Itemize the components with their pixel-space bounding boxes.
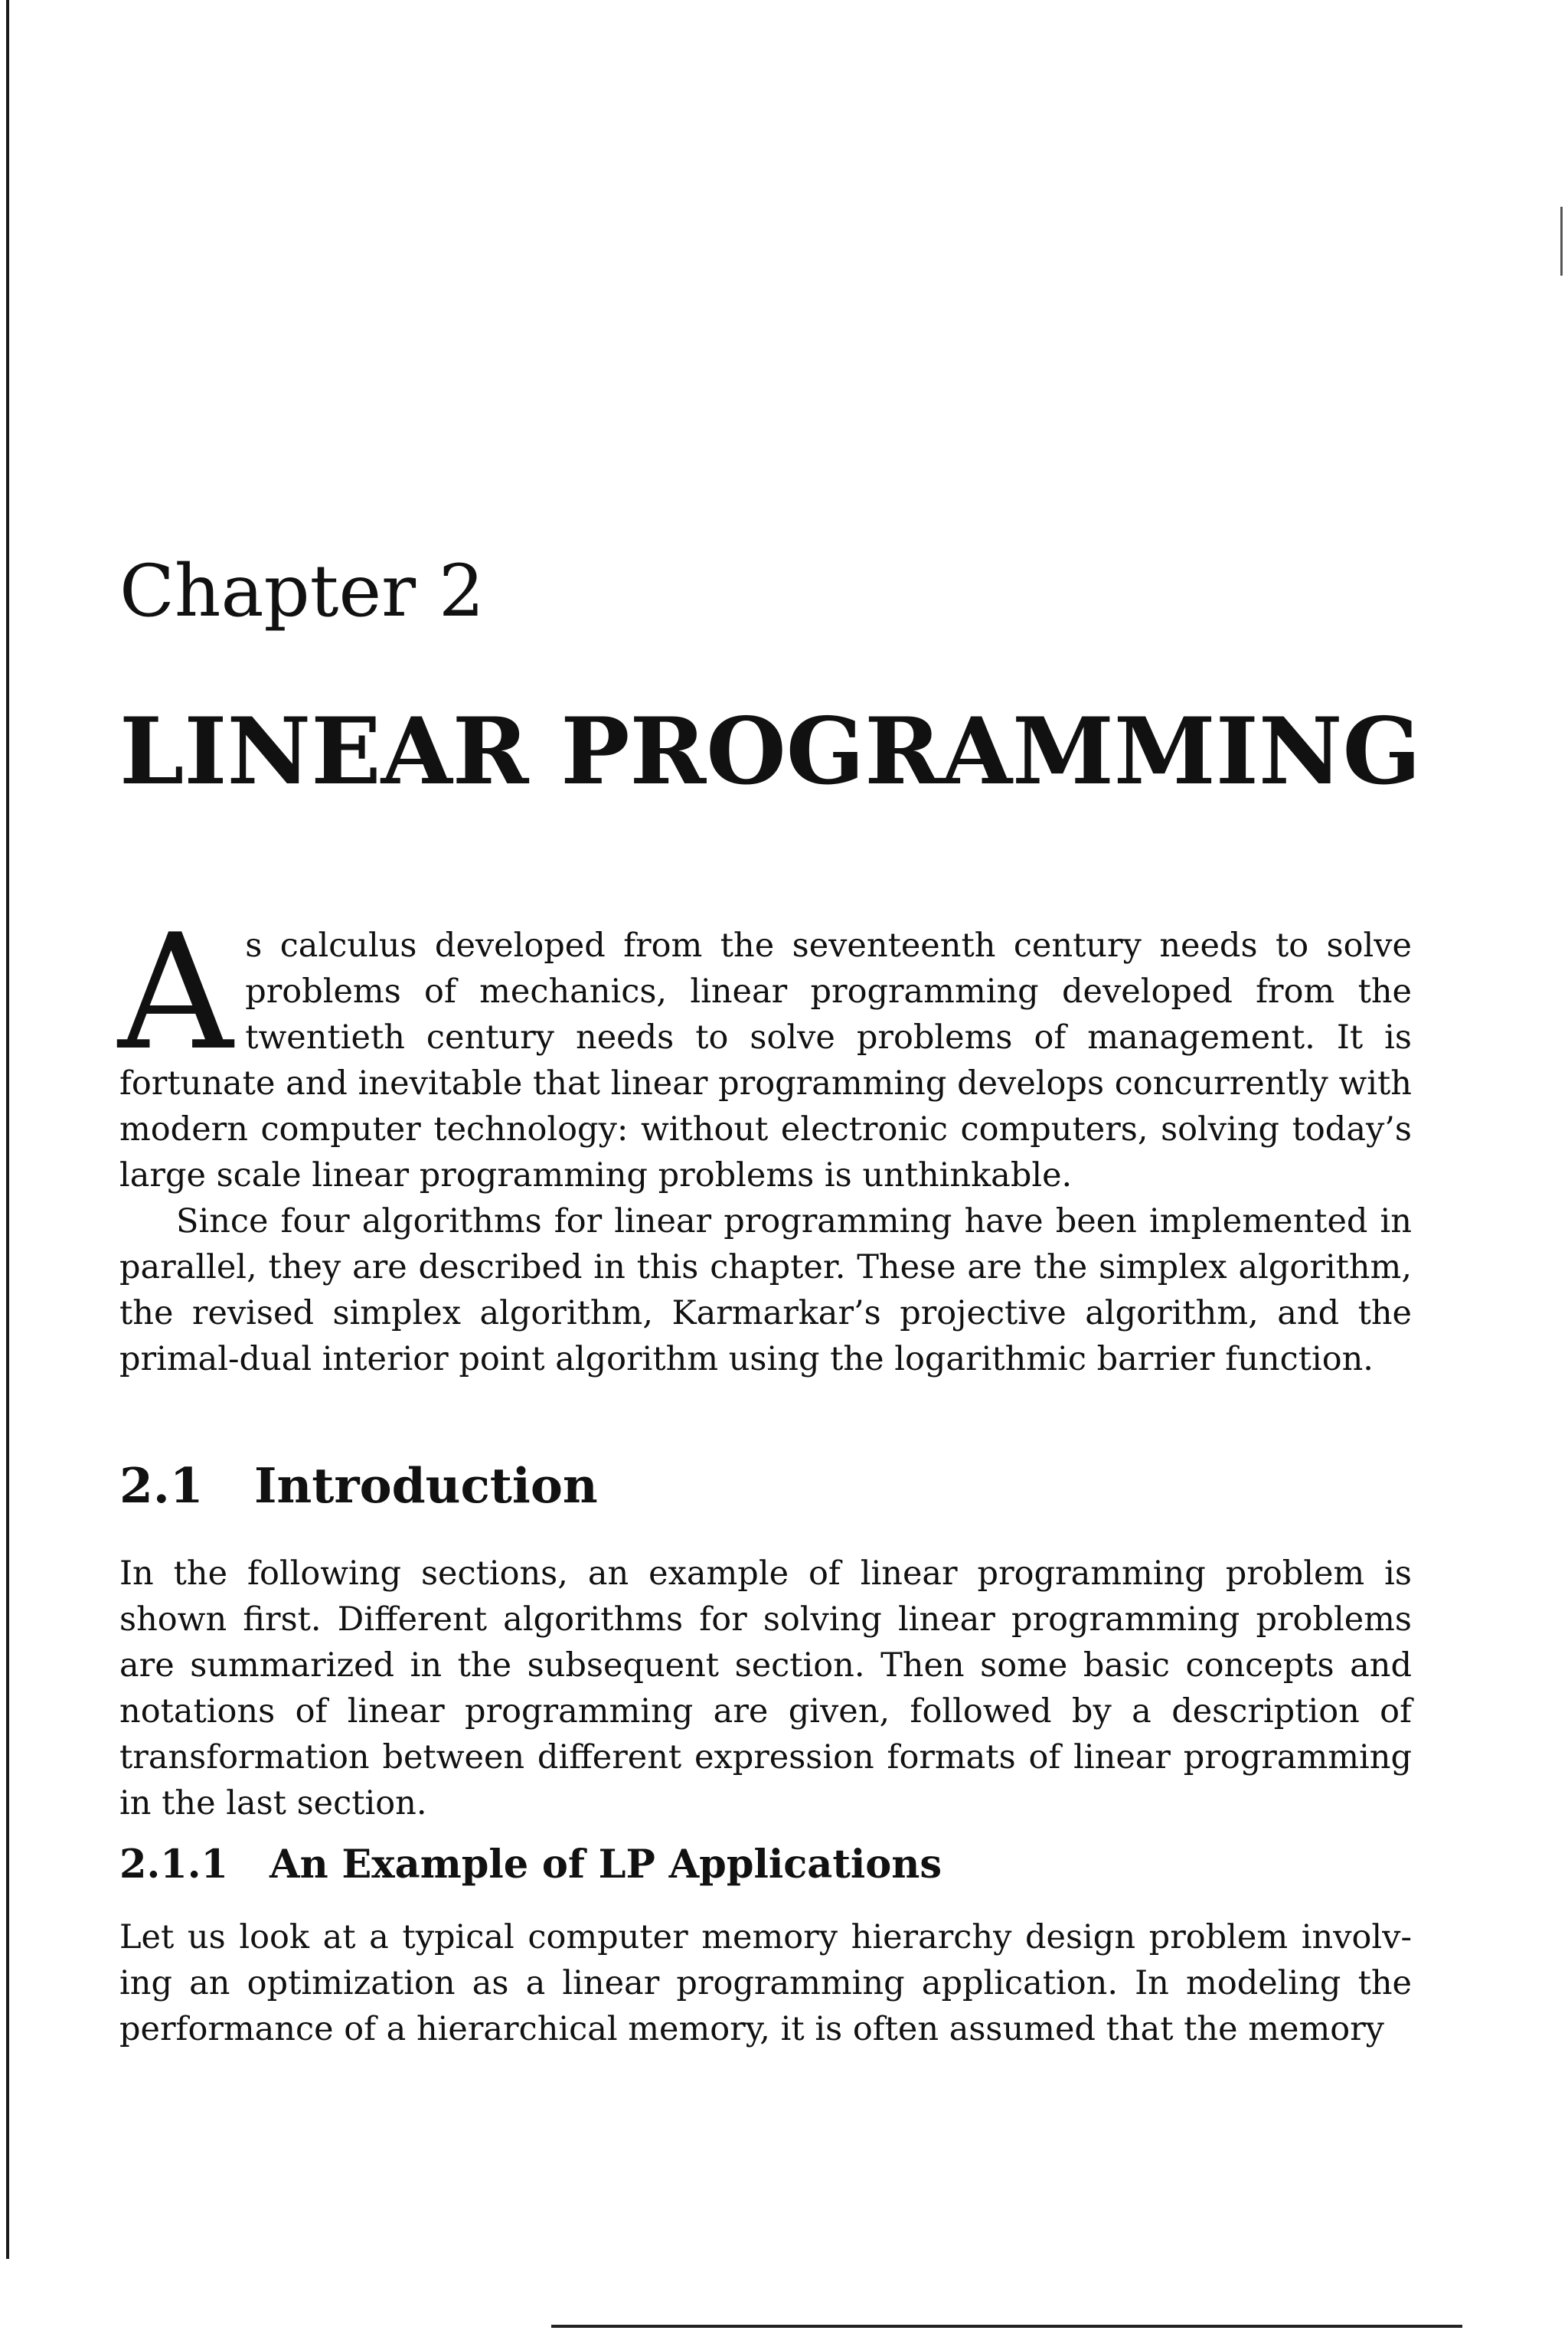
chapter-intro bbox=[118, 900, 1412, 1382]
page-edge-left bbox=[6, 0, 9, 2259]
section-title: Introduction bbox=[254, 1457, 598, 1514]
section-heading bbox=[119, 1455, 598, 1516]
section-paragraph: In the following sections, an example of linear programming problem is shown first. Different algorithms for solving linear programming problems are summarized in the subsequent section. Then some basic concepts and notations of linear programming are given, followed by a description of transformation between different expression formats of linear programming in the last section. bbox=[119, 1554, 1412, 1822]
page-edge-right bbox=[1560, 207, 1563, 276]
chapter-title: LINEAR PROGRAMMING bbox=[119, 698, 1422, 806]
subsection-title: An Example of LP Applications bbox=[270, 1842, 942, 1888]
subsection-heading bbox=[119, 1839, 942, 1890]
subsection-body bbox=[119, 1914, 1412, 2052]
subsection-number: 2.1.1 bbox=[119, 1842, 228, 1888]
section-body bbox=[119, 1551, 1412, 1826]
subsection-paragraph: Let us look at a typical computer memory hierarchy design problem involving an optimization as a linear programming application. In modeling the performance of a hierarchical memory, it is often assumed that the memory bbox=[119, 1918, 1412, 2048]
chapter-label: Chapter 2 bbox=[119, 550, 485, 633]
intro-paragraph-1: As calculus developed from the seventeenth century needs to solve problems of mechanics, linear programming developed from the twentieth century needs to solve problems of management. It is fortunate and inevitable that linear programming develops concurrently with modern computer technology: without electronic computers, solving today’s large scale linear programming problems is unthinkable. bbox=[118, 900, 1412, 1195]
section-number: 2.1 bbox=[119, 1457, 204, 1514]
page-bottom-rule bbox=[551, 2325, 1462, 2328]
intro-paragraph-2: Since four algorithms for linear programming have been implemented in parallel, they are described in this chapter. These are the simplex algorithm, the revised simplex algorithm, Karmarkar’s projective algorithm, and the primal-dual interior point algorithm using the logarithmic barrier function. bbox=[119, 1202, 1412, 1378]
